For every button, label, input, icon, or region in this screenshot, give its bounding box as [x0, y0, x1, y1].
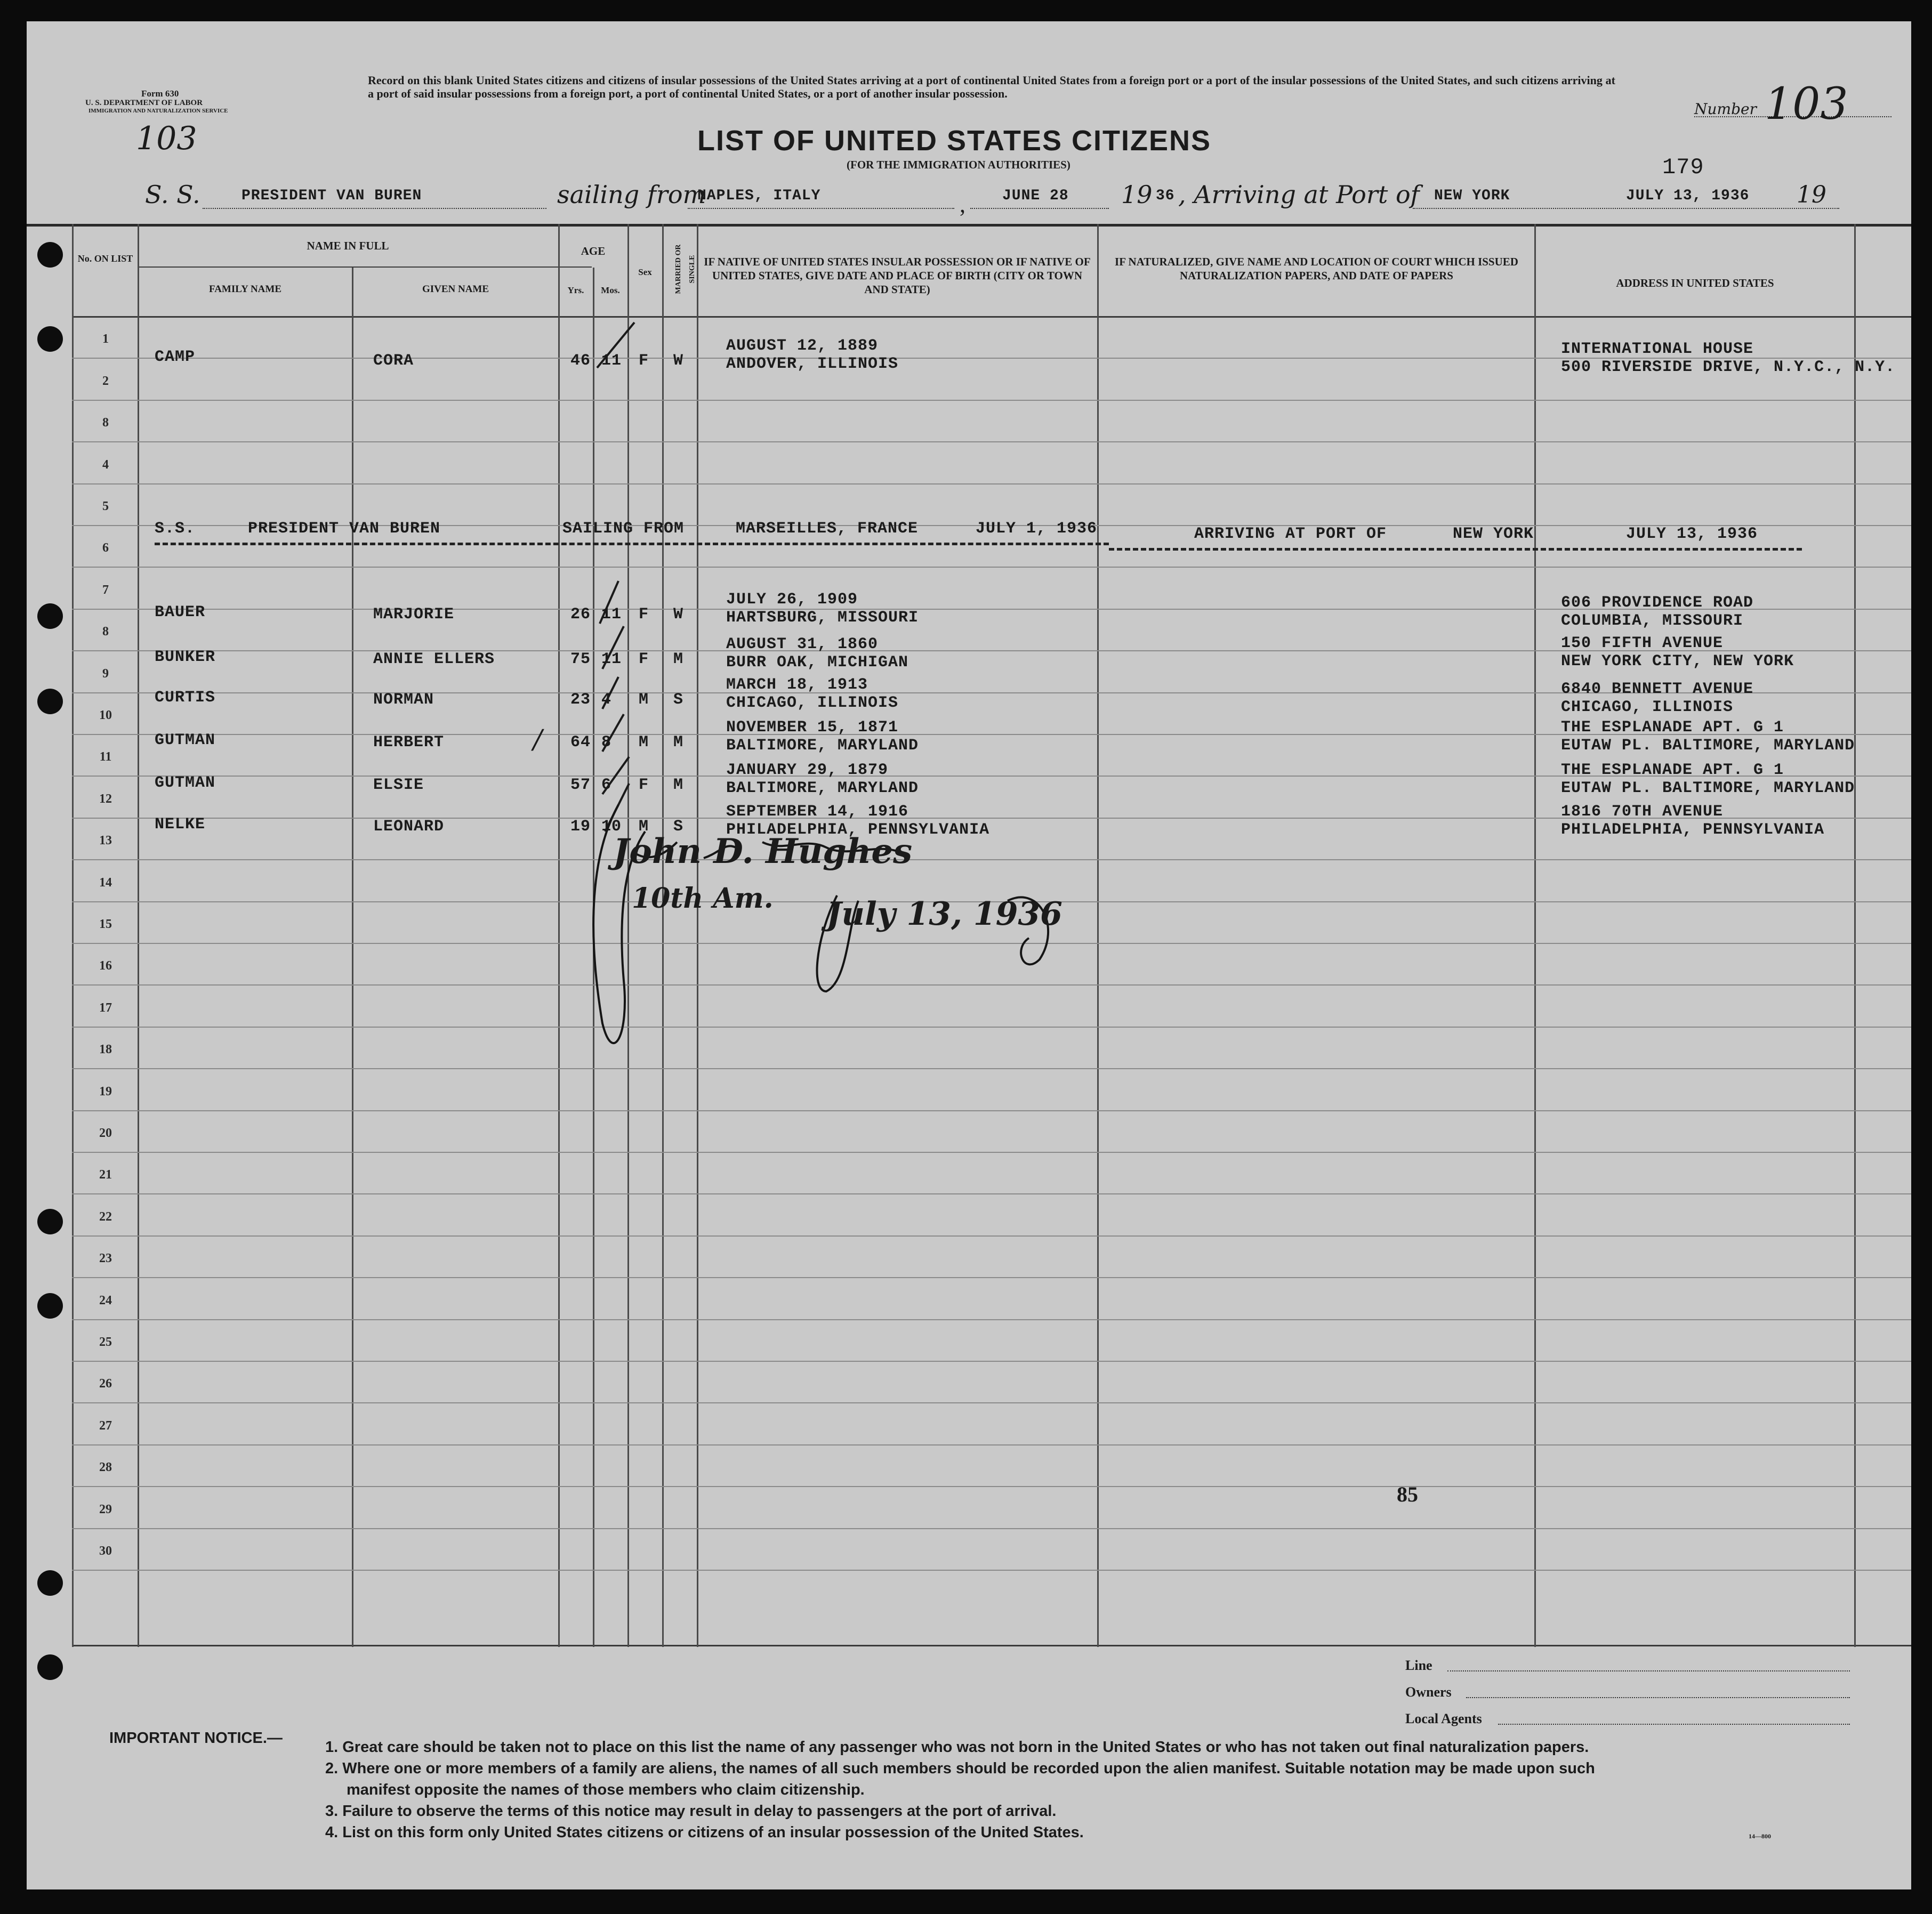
birth-place: PHILADELPHIA, PENNSYLVANIA	[726, 821, 990, 839]
row-number: 8	[102, 416, 109, 430]
check-mark	[602, 714, 624, 752]
departure-year: 36	[1156, 188, 1175, 204]
row-number: 27	[99, 1419, 112, 1433]
notice-item-1: 1. Great care should be taken not to place on this list the name of any passenger who was not born in the United States or who has not taken out final naturalization papers.	[325, 1739, 1589, 1756]
row-number: 30	[99, 1544, 112, 1558]
stamped-number: 179	[1662, 155, 1704, 180]
address-line2: CHICAGO, ILLINOIS	[1561, 698, 1734, 716]
col-header-no: No. ON LIST	[77, 253, 133, 264]
sailing-from-2: SAILING FROM	[562, 520, 685, 538]
age-months: 8	[601, 733, 612, 752]
departure-port: NAPLES, ITALY	[697, 188, 821, 204]
marital: S	[673, 691, 684, 709]
col-header-address: ADDRESS IN UNITED STATES	[1616, 277, 1774, 289]
birth-place: ANDOVER, ILLINOIS	[726, 355, 899, 373]
agents-label: Local Agents	[1405, 1711, 1482, 1726]
check-mark	[602, 677, 618, 709]
line-field[interactable]	[1447, 1670, 1850, 1671]
row-number: 16	[99, 959, 112, 973]
row-number: 8	[102, 625, 109, 639]
notice-item-2-cont: manifest opposite the names of those members who claim citizenship.	[347, 1781, 865, 1798]
page-subtitle: (FOR THE IMMIGRATION AUTHORITIES)	[847, 158, 1070, 171]
family-name: GUTMAN	[155, 774, 216, 792]
owners-field[interactable]	[1466, 1697, 1850, 1698]
given-name: ELSIE	[373, 776, 424, 794]
age-months: 11	[601, 352, 622, 370]
sailing-from-label: sailing from	[557, 180, 706, 209]
row-number: 20	[99, 1126, 112, 1140]
manifest-number: 103	[1765, 79, 1848, 130]
birth-date: SEPTEMBER 14, 1916	[726, 803, 909, 821]
address-line2: NEW YORK CITY, NEW YORK	[1561, 652, 1794, 671]
service-label: IMMIGRATION AND NATURALIZATION SERVICE	[88, 108, 228, 114]
given-name: ANNIE ELLERS	[373, 650, 495, 668]
form-number: Form 630	[141, 88, 179, 99]
birth-date: MARCH 18, 1913	[726, 676, 868, 694]
address-line2: 500 RIVERSIDE DRIVE, N.Y.C., N.Y.	[1561, 358, 1896, 376]
col-header-native: IF NATIVE OF UNITED STATES INSULAR POSSESSION OR IF NATIVE OF UNITED STATES, GIVE DATE AND PLACE OF BIRTH (CITY OR TOWN AND STATE)	[704, 255, 1091, 296]
row-number: 25	[99, 1335, 112, 1349]
notice-item-3: 3. Failure to observe the terms of this notice may result in delay to passengers at the port of arrival.	[325, 1803, 1057, 1820]
address-line2: PHILADELPHIA, PENNSYLVANIA	[1561, 821, 1825, 839]
birth-date: AUGUST 12, 1889	[726, 337, 879, 355]
row-number: 23	[99, 1251, 112, 1265]
arrival-date-suffix: 19	[1797, 181, 1826, 208]
col-header-family: FAMILY NAME	[209, 284, 281, 295]
departure-port-2: MARSEILLES, FRANCE	[736, 520, 919, 538]
row-number: 7	[102, 583, 109, 597]
col-header-mos: Mos.	[601, 285, 620, 295]
age-years: 75	[570, 650, 591, 668]
row-number: 24	[99, 1294, 112, 1307]
handwritten-number: 103	[136, 120, 197, 157]
birth-place: BALTIMORE, MARYLAND	[726, 779, 919, 797]
marital: M	[673, 776, 684, 794]
age-months: 11	[601, 605, 622, 624]
birth-date: AUGUST 31, 1860	[726, 635, 879, 653]
check-marks	[27, 21, 1911, 1889]
birth-place: CHICAGO, ILLINOIS	[726, 694, 899, 712]
birth-place: HARTSBURG, MISSOURI	[726, 609, 919, 627]
family-name: GUTMAN	[155, 731, 216, 749]
ss-second-label: S.S.	[155, 520, 196, 538]
row-number: 28	[99, 1460, 112, 1474]
marital: M	[673, 650, 684, 668]
age-years: 19	[570, 818, 591, 836]
sex: M	[639, 733, 649, 752]
address-line1: 6840 BENNETT AVENUE	[1561, 680, 1754, 698]
signature-date: July 13, 1936	[826, 895, 1062, 933]
arriving-label: , Arriving at Port of	[1178, 180, 1420, 209]
row-number: 17	[99, 1001, 112, 1015]
family-name: BAUER	[155, 603, 206, 621]
address-line1: INTERNATIONAL HOUSE	[1561, 340, 1754, 358]
age-months: 6	[601, 776, 612, 794]
check-mark	[600, 581, 618, 624]
given-name: LEONARD	[373, 818, 445, 836]
notice-heading: IMPORTANT NOTICE.—	[109, 1730, 283, 1747]
row-number: 2	[102, 374, 109, 388]
given-name: NORMAN	[373, 691, 434, 709]
row-number: 19	[99, 1085, 112, 1099]
page-stamp: 85	[1397, 1482, 1418, 1506]
age-months: 4	[601, 691, 612, 709]
sex: F	[639, 650, 649, 668]
col-header-name: NAME IN FULL	[307, 239, 389, 252]
marital: W	[673, 352, 684, 370]
row-number: 29	[99, 1503, 112, 1516]
sex: M	[639, 691, 649, 709]
marital: W	[673, 605, 684, 624]
row-number: 15	[99, 917, 112, 931]
department-label: U. S. DEPARTMENT OF LABOR	[85, 99, 203, 107]
age-months: 11	[601, 650, 622, 668]
age-months: 10	[601, 818, 622, 836]
age-years: 57	[570, 776, 591, 794]
departure-date-2: JULY 1, 1936	[976, 520, 1098, 538]
family-name: CAMP	[155, 348, 196, 366]
given-name: HERBERT	[373, 733, 445, 752]
family-name: BUNKER	[155, 648, 216, 666]
age-years: 23	[570, 691, 591, 709]
row-number: 12	[99, 792, 112, 806]
arrival-date: JULY 13, 1936	[1626, 188, 1750, 204]
arrival-port: NEW YORK	[1434, 188, 1510, 204]
agents-field[interactable]	[1498, 1724, 1850, 1725]
birth-date: NOVEMBER 15, 1871	[726, 718, 899, 737]
birth-date: JULY 26, 1909	[726, 591, 858, 609]
sex: F	[639, 352, 649, 370]
address-line1: THE ESPLANADE APT. G 1	[1561, 718, 1784, 737]
signature-title: 10th Am.	[632, 882, 774, 915]
ss-label: S. S.	[145, 180, 200, 209]
arrival-date-2: JULY 13, 1936	[1626, 525, 1758, 543]
col-header-given: GIVEN NAME	[422, 284, 489, 295]
comma: ,	[960, 191, 965, 217]
sex: F	[639, 605, 649, 624]
number-label: Number	[1694, 100, 1757, 118]
address-line1: THE ESPLANADE APT. G 1	[1561, 761, 1784, 779]
ship-name-2: PRESIDENT VAN BUREN	[248, 520, 441, 538]
birth-date: JANUARY 29, 1879	[726, 761, 889, 779]
address-line2: EUTAW PL. BALTIMORE, MARYLAND	[1561, 737, 1855, 755]
row-number: 1	[102, 332, 109, 346]
instructions-text: Record on this blank United States citizens and citizens of insular possessions of the United States arriving at a port of continental United States from a foreign port or a port of the insular possessions of the United States, and such citizens arriving at a port of said insular possessions from a foreign port, a port of continental United States, or a port of another insular possession.	[368, 74, 1615, 100]
arriving-at-port-2: ARRIVING AT PORT OF	[1194, 525, 1387, 543]
row-number: 26	[99, 1377, 112, 1391]
row-number: 11	[99, 750, 112, 764]
row-number: 5	[102, 499, 109, 513]
signature-name: John D. Hughes	[613, 831, 913, 871]
age-years: 26	[570, 605, 591, 624]
notice-item-2: 2. Where one or more members of a family are aliens, the names of all such members should be recorded upon the alien manifest. Suitable notation may be made upon such	[325, 1760, 1595, 1777]
col-header-sex: Sex	[638, 267, 652, 277]
family-name: NELKE	[155, 815, 206, 834]
row-number: 18	[99, 1043, 112, 1056]
row-number: 6	[102, 541, 109, 555]
check-mark	[597, 322, 634, 368]
check-mark	[602, 757, 629, 794]
age-years: 46	[570, 352, 591, 370]
marital: S	[673, 818, 684, 836]
col-header-yrs: Yrs.	[567, 285, 584, 295]
row-number: 13	[99, 834, 112, 847]
row-number: 4	[102, 458, 109, 472]
address-line1: 606 PROVIDENCE ROAD	[1561, 594, 1754, 612]
col-header-age: AGE	[581, 245, 606, 257]
owners-label: Owners	[1405, 1684, 1452, 1700]
address-line2: COLUMBIA, MISSOURI	[1561, 612, 1744, 630]
address-line2: EUTAW PL. BALTIMORE, MARYLAND	[1561, 779, 1855, 797]
page-title: LIST OF UNITED STATES CITIZENS	[697, 125, 1211, 157]
sex: M	[639, 818, 649, 836]
birth-place: BALTIMORE, MARYLAND	[726, 737, 919, 755]
row-number: 21	[99, 1168, 112, 1182]
row-number: 10	[99, 708, 112, 722]
row-number: 22	[99, 1210, 112, 1224]
year-prefix: 19	[1121, 180, 1153, 209]
marital: M	[673, 733, 684, 752]
row-number: 9	[102, 667, 109, 681]
departure-date: JUNE 28	[1002, 188, 1069, 204]
check-mark	[602, 626, 624, 669]
handwritten-tick: /	[533, 724, 542, 755]
birth-place: BURR OAK, MICHIGAN	[726, 653, 909, 672]
manifest-sheet	[27, 21, 1911, 1889]
ship-name: PRESIDENT VAN BUREN	[241, 188, 422, 204]
line-label: Line	[1405, 1658, 1432, 1673]
given-name: CORA	[373, 352, 414, 370]
age-years: 64	[570, 733, 591, 752]
family-name: CURTIS	[155, 689, 216, 707]
printer-code: 14—800	[1749, 1832, 1771, 1840]
address-line1: 150 FIFTH AVENUE	[1561, 634, 1724, 652]
col-header-naturalized: IF NATURALIZED, GIVE NAME AND LOCATION OF COURT WHICH ISSUED NATURALIZATION PAPERS, AND DATE OF PAPERS	[1115, 255, 1518, 282]
address-line1: 1816 70TH AVENUE	[1561, 803, 1724, 821]
col-header-married: MARRIED OR SINGLE	[674, 244, 696, 294]
arrival-port-2: NEW YORK	[1453, 525, 1534, 543]
sex: F	[639, 776, 649, 794]
row-number: 14	[99, 876, 112, 890]
notice-item-4: 4. List on this form only United States citizens or citizens of an insular possession of the United States.	[325, 1824, 1084, 1841]
given-name: MARJORIE	[373, 605, 455, 624]
